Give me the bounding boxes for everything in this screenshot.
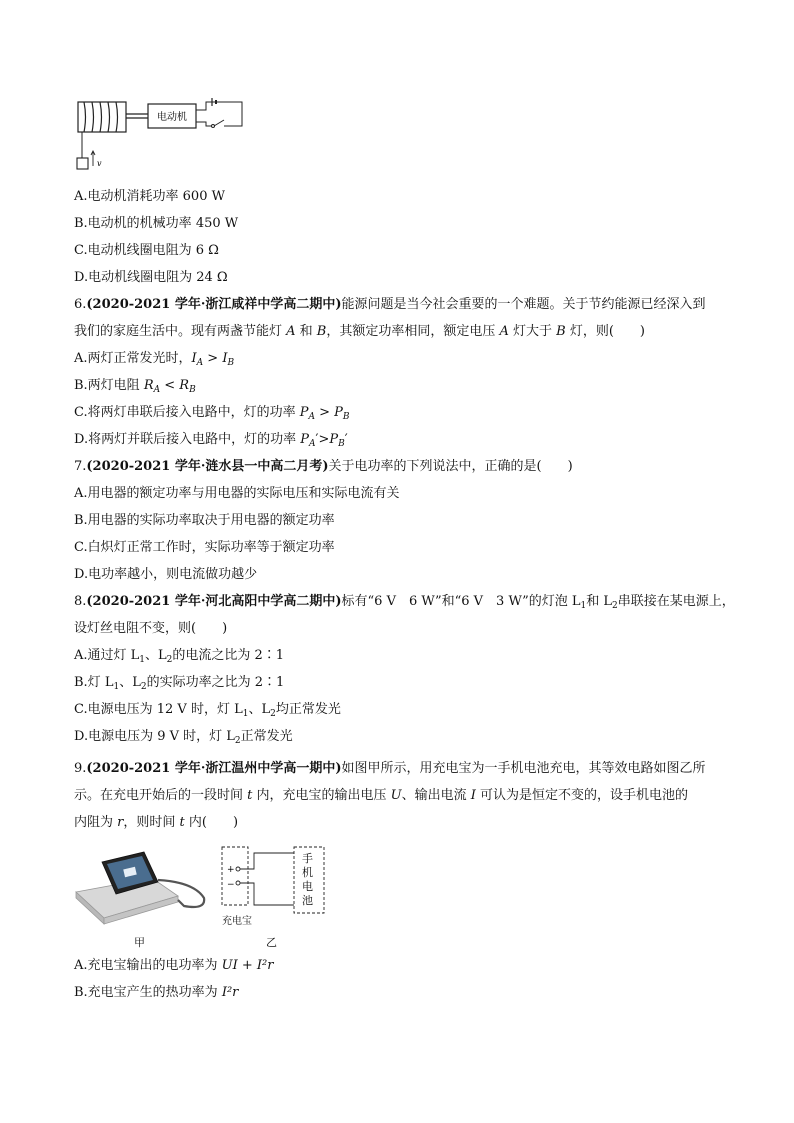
q9-option-b: B.充电宝产生的热功率为 I²r [74,985,239,1000]
q8-option-b: B.灯 $L_1$、$L_2$的实际功率之比为 2∶1 [74,675,285,692]
negative-terminal [236,881,240,885]
q8-option-a: A.通过灯 $L_1$、$L_2$的电流之比为 2∶1 [74,648,285,665]
coil-windings [84,102,118,132]
q5-option-c: C.电动机线圈电阻为 6 Ω [74,243,219,258]
q8-option-c: C.电源电压为 12 V 时，灯 $L_1$、$L_2$均正常发光 [74,702,341,719]
q7-stem [74,458,573,475]
q9-stem-line3: 内阻为 r，则时间 t 内( ) [74,815,239,830]
q9-number: 9. [74,761,87,776]
q8-option-d: D.电源电压为 9 V 时，灯 $L_2$正常发光 [74,729,293,746]
q9-source: (2020-2021 学年·浙江温州中学高一期中) [86,761,342,776]
q5-option-a: A.电动机消耗功率 600 W [74,189,225,204]
q6-stem-line2: 我们的家庭生活中。现有两盏节能灯 A 和 B，其额定功率相同，额定电压 A 灯大于 B 灯，则( ) [74,324,645,339]
q7-option-b: B.用电器的实际功率取决于用电器的额定功率 [74,513,335,528]
q7-option-c: C.白炽灯正常工作时，实际功率等于额定功率 [74,540,335,555]
q8-source: (2020-2021 学年·河北高阳中学高二期中) [86,594,342,609]
q9-option-a: A.充电宝输出的电功率为 UI + I²r [74,958,274,973]
minus-sign: − [227,880,235,890]
powerbank-label: 充电宝 [222,916,252,927]
figure-label-yi: 乙 [266,936,277,949]
powerbank-photo-figure [74,848,210,928]
figure-label-jia: 甲 [134,936,145,949]
powerbank-box [222,847,248,905]
q9-stem-line2: 示。在充电开始后的一段时间 t 内，充电宝的输出电压 U、输出电流 I 可认为是恒定不变的，设手机电池的 [74,788,689,803]
velocity-label: v [97,159,102,168]
q7-source: (2020-2021 学年·涟水县一中高二月考) [86,459,329,474]
q6-number: 6. [74,297,87,312]
q8-number: 8. [74,594,87,609]
q7-stem-text: 关于电功率的下列说法中，正确的是( ) [328,459,573,474]
motor-label: 电动机 [157,112,187,123]
equivalent-circuit-figure [218,843,330,917]
q6-option-c: C.将两灯串联后接入电路中，灯的功率 $P_A > P_B$ [74,405,350,422]
q7-number: 7. [74,459,87,474]
q9-stem-line1: 9.(2020-2021 学年·浙江温州中学高一期中)如图甲所示，用充电宝为一手机电池充电，其等效电路如图乙所 [74,761,706,776]
switch [214,120,224,126]
positive-terminal [236,867,240,871]
phone-battery-label: 手 机 电 池 [302,852,313,907]
q7-option-d: D.电功率越小，则电流做功越少 [74,567,258,582]
plus-sign: + [227,865,235,875]
q6-option-d: D.将两灯并联后接入电路中，灯的功率 $P_A'>P_B'$ [74,432,348,449]
q7-option-a: A.用电器的额定功率与用电器的实际电压和实际电流有关 [74,486,400,501]
q8-stem-line2: 设灯丝电阻不变，则( ) [74,621,228,636]
motor-circuit-figure [74,96,246,172]
q6-stem-text: 能源问题是当今社会重要的一个难题。关于节约能源已经深入到 [341,297,706,312]
q6-stem-line1 [74,296,706,313]
q6-option-b: B.两灯电阻 $R_A < R_B$ [74,378,196,395]
load-block [77,158,88,169]
q6-source: (2020-2021 学年·浙江咸祥中学高二期中) [86,297,342,312]
q5-option-b: B.电动机的机械功率 450 W [74,216,239,231]
q8-stem-line1: 8.(2020-2021 学年·河北高阳中学高二期中)标有“6 V 6 W”和“6 V 3 W”的灯泡 $L_1$和 $L_2$串联接在某电源上， [74,594,735,611]
q6-option-a: A.两灯正常发光时，$I_A > I_B$ [74,351,235,368]
q5-option-d: D.电动机线圈电阻为 24 Ω [74,270,228,285]
